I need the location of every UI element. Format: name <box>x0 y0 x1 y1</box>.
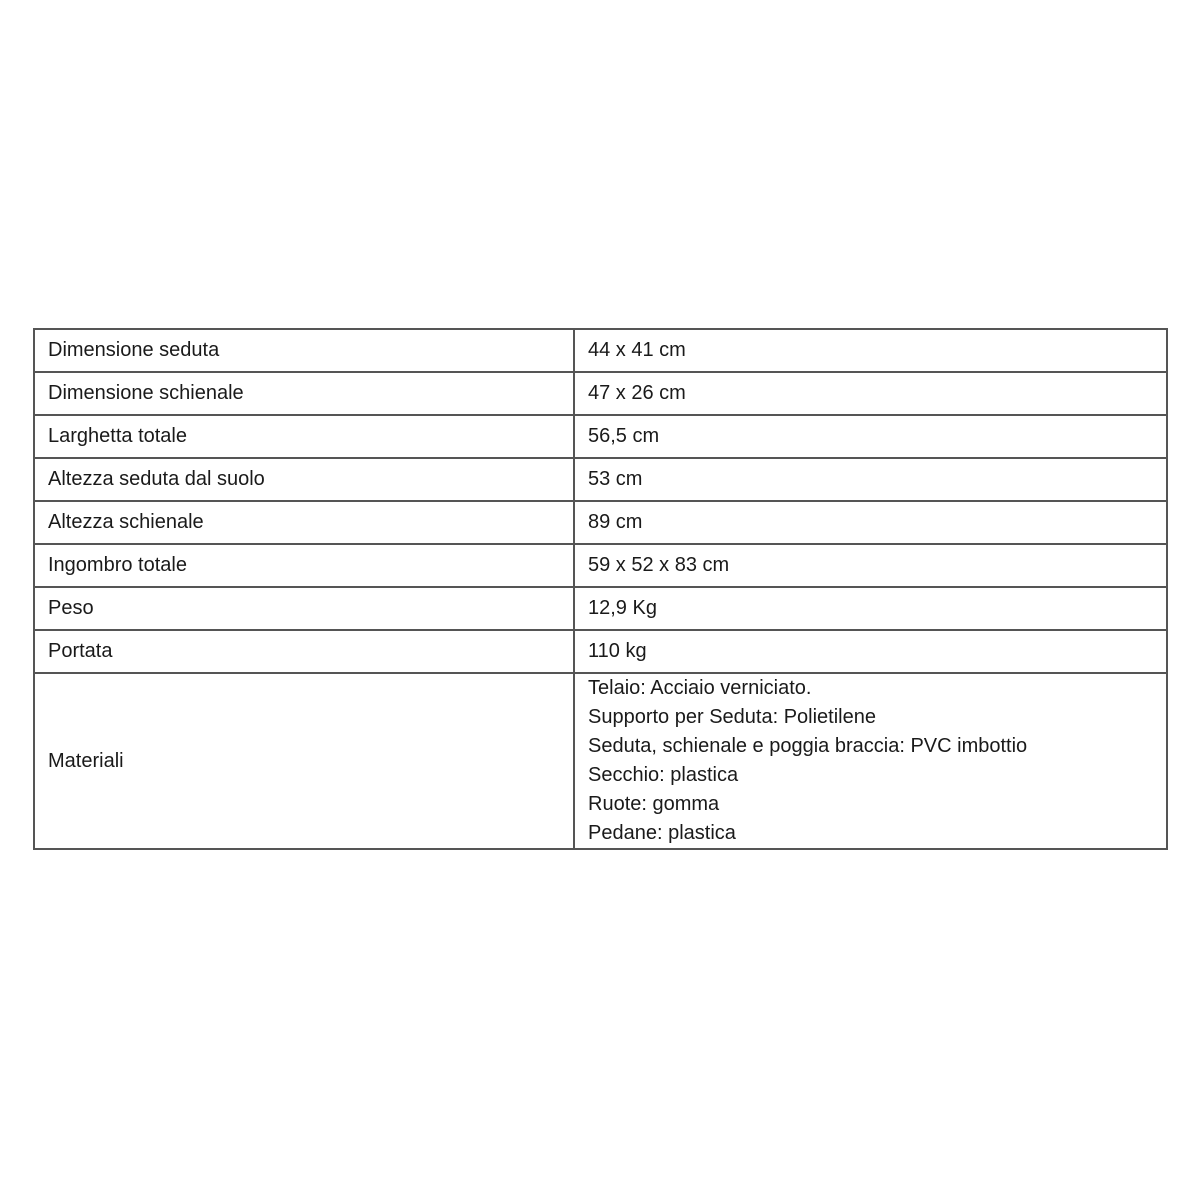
spec-value: 44 x 41 cm <box>574 329 1167 372</box>
spec-label: Dimensione seduta <box>34 329 574 372</box>
materials-line: Secchio: plastica <box>588 764 739 786</box>
table-row <box>34 544 1167 587</box>
materials-label: Materiali <box>34 673 574 849</box>
materials-line: Telaio: Acciaio verniciato. <box>588 677 812 699</box>
materials-line: Ruote: gomma <box>588 793 720 815</box>
spec-value: 47 x 26 cm <box>574 372 1167 415</box>
materials-line: Supporto per Seduta: Polietilene <box>588 706 876 728</box>
spec-label: Dimensione schienale <box>34 372 574 415</box>
spec-value: 53 cm <box>574 458 1167 501</box>
materials-value <box>574 673 1167 849</box>
spec-value: 56,5 cm <box>574 415 1167 458</box>
materials-line: Seduta, schienale e poggia braccia: PVC imbottio <box>588 735 1028 757</box>
spec-label: Ingombro totale <box>34 544 574 587</box>
spec-label: Altezza schienale <box>34 501 574 544</box>
table-row <box>34 501 1167 544</box>
materials-line: Pedane: plastica <box>588 822 736 844</box>
table-row <box>34 587 1167 630</box>
spec-label: Portata <box>34 630 574 673</box>
spec-value: 110 kg <box>574 630 1167 673</box>
spec-label: Peso <box>34 587 574 630</box>
materials-row <box>34 673 1167 849</box>
spec-table <box>33 328 1168 850</box>
spec-value: 59 x 52 x 83 cm <box>574 544 1167 587</box>
spec-value: 89 cm <box>574 501 1167 544</box>
table-row <box>34 630 1167 673</box>
table-row <box>34 372 1167 415</box>
spec-label: Altezza seduta dal suolo <box>34 458 574 501</box>
spec-label: Larghetta totale <box>34 415 574 458</box>
table-row <box>34 458 1167 501</box>
table-row <box>34 415 1167 458</box>
table-row <box>34 329 1167 372</box>
spec-value: 12,9 Kg <box>574 587 1167 630</box>
